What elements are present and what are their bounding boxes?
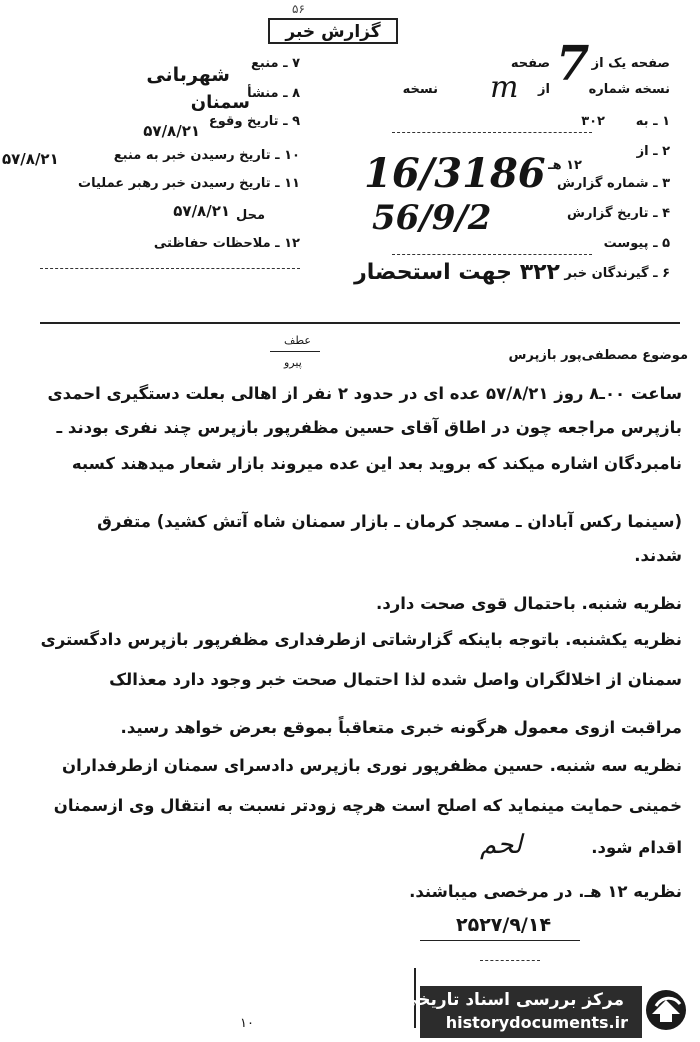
field-8-value: سمنان — [190, 92, 250, 113]
field-7-value: شهربانی — [146, 64, 230, 86]
field-11-place-label: محل — [235, 208, 265, 223]
field-12-line — [40, 268, 300, 269]
copy-of-label: از — [538, 82, 550, 97]
body-line-5: شدند. — [634, 546, 682, 565]
handwritten-report-date: 56/9/2 — [372, 198, 492, 238]
reference-number: ۲۵۲۷/۹/۱۴ — [456, 914, 552, 936]
atf-divider — [270, 351, 320, 352]
subject-line: موضوع مصطفی‌پور بازپرس — [508, 348, 688, 363]
field-11-value: ۵۷/۸/۲۱ — [173, 202, 230, 220]
field-7-label: ۷ ـ منبع — [251, 56, 300, 71]
field-11-label: ۱۱ ـ تاریخ رسیدن خبر رهبر عملیات — [78, 176, 300, 191]
header-separator — [40, 322, 680, 324]
field-1-value: ۳۰۲ — [581, 114, 605, 129]
field-4-label: ۴ ـ تاریخ گزارش — [567, 206, 670, 221]
field-6-value: ۳۲۲ جهت استحضار — [354, 260, 560, 285]
body-line-11: خمینی حمایت مینماید که اصلح است هرچه زودتر نسبت به انتقال وی ازسمنان — [53, 796, 682, 815]
field-6-label: ۶ ـ گیرندگان خبر — [564, 266, 670, 281]
body-line-9: مراقبت ازوی معمول هرگونه خبری متعاقباً بموقع بعرض خواهد رسید. — [120, 718, 682, 737]
handwritten-copy-mark: m — [490, 70, 519, 105]
body-line-7: نظریه یکشنبه. باتوجه باینکه گزارشاتی ازطرفداری مظفرپور بازپرس دادگستری — [40, 630, 682, 649]
report-title-box — [268, 18, 398, 44]
body-line-4: (سینما رکس آبادان ـ مسجد کرمان ـ بازار سمنان شاه آتش کشید) متفرق — [97, 512, 682, 531]
body-line-6: نظریه شنبه. باحتمال قوی صحت دارد. — [376, 594, 682, 613]
signature: لحم — [480, 830, 523, 860]
bottom-mark: ۱۰ — [240, 1016, 254, 1031]
page-of-label: صفحه یک از — [591, 56, 670, 71]
body-line-8: سمنان از اخلالگران واصل شده لذا احتمال صحت خبر وجود دارد معذالک — [109, 670, 682, 689]
field-1-label: ۱ ـ به — [635, 114, 670, 129]
body-line-12: اقدام شود. — [591, 838, 682, 857]
reference-underline — [420, 940, 580, 941]
copy-number-label: نسخه شماره — [588, 82, 670, 97]
field-5-line — [392, 254, 592, 255]
stamp-marks: ۵۶ — [292, 2, 305, 16]
archive-logo-icon — [644, 988, 688, 1032]
body-line-2: بازپرس مراجعه چون در اطاق آقای حسین مظفرپور بازپرس چند نفری بودند ـ — [56, 418, 682, 437]
footer-dash-1 — [480, 960, 540, 961]
field-1-line — [392, 132, 592, 133]
field-5-label: ۵ ـ پیوست — [603, 236, 670, 251]
field-10-value: ۵۷/۸/۲۱ — [2, 150, 59, 168]
field-12-label: ۱۲ ـ ملاحظات حفاظتی — [153, 236, 300, 251]
report-title: گزارش خبر — [285, 22, 381, 42]
field-3-label: ۳ ـ شماره گزارش — [556, 176, 670, 191]
field-9-label: ۹ ـ تاریخ وقوع — [208, 114, 300, 129]
body-line-1: ساعت ۰۰ـ۸ روز ۵۷/۸/۲۱ عده ای در حدود ۲ نفر از اهالی بعلت دستگیری احمدی — [47, 384, 682, 403]
watermark-url: historydocuments.ir — [445, 1013, 628, 1032]
field-10-label: ۱۰ ـ تاریخ رسیدن خبر به منبع — [113, 148, 300, 163]
handwritten-page-mark: 7 — [556, 36, 590, 92]
handwritten-report-number: 16/3186 — [364, 150, 546, 197]
copy-label: نسخه — [402, 82, 438, 97]
peyro-label: پیرو — [284, 356, 302, 369]
atf-label: عطف — [284, 334, 311, 347]
watermark-title: مرکز بررسی اسناد تاریخی — [401, 990, 624, 1010]
field-2-label: ۲ ـ از — [636, 144, 670, 159]
field-9-value: ۵۷/۸/۲۱ — [143, 122, 200, 140]
field-8-label: ۸ ـ منشأ — [247, 86, 300, 101]
page-label: صفحه — [510, 56, 550, 71]
field-2-value: ۱۲ هـ — [548, 158, 582, 173]
body-line-13: نظریه ۱۲ هـ. در مرخصی میباشند. — [409, 882, 682, 901]
body-line-3: نامبردگان اشاره میکند که بروید بعد این عده میروند بازار شعار میدهند کسبه — [71, 454, 682, 473]
body-line-10: نظریه سه شنبه. حسین مظفرپور نوری بازپرس دادسرای سمنان ازطرفداران — [62, 756, 682, 775]
